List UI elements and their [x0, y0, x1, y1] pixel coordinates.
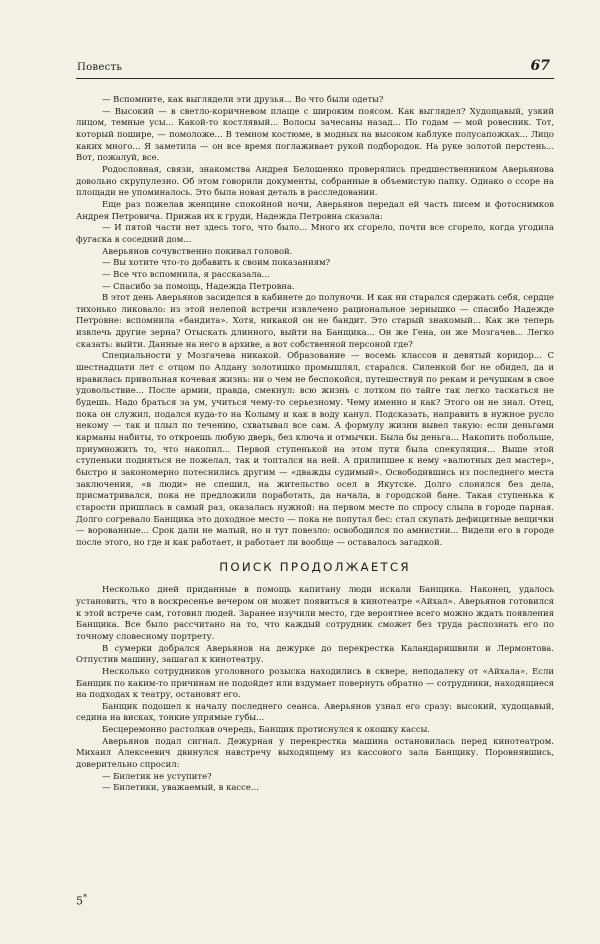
- paragraph: — И пятой части нет здесь того, что было... Много их сгорело, почти все сгорело, когда угодила фугаска в соседний дом...: [76, 222, 554, 244]
- paragraph: Аверьянов сочувственно покивал головой.: [102, 245, 293, 256]
- paragraph: Несколько сотрудников уголовного розыска находились в сквере, неподалеку от «Айхала». Если Банщик по каким-то причинам не подойдет или вздумает повернуть обратно — сотрудники, находящиеся на подходах к театру, остановят его.: [76, 665, 554, 700]
- paragraph: — Высокий — в светло-коричневом плаще с широким поясом. Как выглядел? Худощавый, узкий лицом, темные усы... Какой-то костлявый... Волосы зачесаны назад... По годам — мой ровесник. Тот, который пошире, — помоложе... В темном костюме, в модных на высоком каблуке полусапожках... Лицо каких много... Я заметила — он все время поглаживает рукой подбородок. На руке золотой перстень... Вот, пожалуй, все.: [76, 105, 554, 163]
- paragraph: — Вспомните, как выглядели эти друзья... Во что были одеты?: [102, 94, 384, 104]
- paragraph: Несколько дней приданные в помощь капитану люди искали Банщика. Наконец, удалось установить, что в воскресенье вечером он может появиться в кинотеатре «Айхал». Аверьянов готовился к этой встрече сам, готовил людей. Заранее изучили место, где вероятнее всего можно ждать появления Банщика. Все было рассчитано на то, что каждый сотрудник сможет без труда распознать его по точному словесному портрету.: [76, 584, 554, 641]
- paragraph: Специальности у Мозгачева никакой. Образование — восемь классов и девятый коридор... С шестнадцати лет с отцом по Алдану золотишко промышлял, старался. Силенкой бог не обидел, да и нравилась привольная кочевая жизнь: ни о чем не беспокойся, путешествуй по рекам и речушкам в свое удовольствие... После армии, правда, смекнул: всю жизнь с лотком по тайге так легко таскаться не будешь. Надо браться за ум, учиться чему-то серьезному. Чему именно и как? Этого он не знал. Отец, пока он служил, подался куда-то на Колыму и как в воду канул. Подсказать, направить в нужное русло некому — так и плыл по течению, схватывал все сам. А формулу жизни вывел такую: если деньгами карманы набиты, то откроешь любую дверь, без ключа и отмычки. Была бы деньга... Накопить побольше, приумножить то, что накопил... Первой ступенькой на этом пути была спекуляция... Выше этой ступеньки подняться не пожелал, так и топтался на ней. А прилипшее к нему «валютных дел мастер», быстро и закономерно потеснились другим — «дважды судимый». Освободившись из последнего места заключения, «в люди» не спешил, на жительство осел в Якутске. Долго слонялся без дела, присматривался, пока не предложили поработать, да начала, в городской бане. Такая ступенька к старости пришлась в самый раз, оказалась нужной: на первом месте по спросу слыла в городе парная. Долго согревало Банщика это доходное место — пока не попутал бес: стал скупать дефицитные вещички — ворованные... Срок дали не малый, но и тут повезло: освободился по амнистии... Видели его в городе после этого, но где и как работает, и работает ли вообще — оставалось загадкой.: [76, 350, 554, 547]
- paragraph: Банщик подошел к началу последнего сеанса. Аверьянов узнал его сразу: высокий, худощавый, седина на висках, тонкие упрямые губы...: [76, 700, 554, 723]
- signature-star: *: [83, 893, 87, 902]
- paragraph: Еще раз пожелав женщине спокойной ночи, Аверьянов передал ей часть писем и фотоснимков Андрея Петровича. Прижав их к груди, Надежда Петровна сказала:: [76, 198, 554, 221]
- paragraph: В сумерки добрался Аверьянов на дежурке до перекрестка Каландаришвили и Лермонтова. Отпустив машину, зашагал к кинотеатру.: [76, 642, 554, 665]
- paragraph: Родословная, связи, знакомства Андрея Белошенко проверялись предшественником Аверьянова довольно скрупулезно. Об этом говорили документы, собранные в объемистую папку. Однако о ссоре на площади не упоминалось. Это была новая деталь в расследовании.: [76, 163, 554, 198]
- paragraph: — Спасибо за помощь, Надежда Петровна.: [102, 280, 295, 291]
- section-title: ПОИСК ПРОДОЛЖАЕТСЯ: [219, 559, 411, 574]
- paragraph: Бесцеремонно растолкав очередь, Банщик протиснулся к окошку кассы.: [102, 724, 430, 735]
- running-head: Повесть: [77, 62, 123, 73]
- header-rule: [76, 78, 554, 79]
- paragraph: — Билетики, уважаемый, в кассе...: [102, 782, 259, 793]
- paragraph: Аверьянов подал сигнал. Дежурная у перекрестка машина остановилась перед кинотеатром. Михаил Алексеевич двинулся навстречу выходящему из кассового зала Банщику. Поровнявшись, доверительно спросил:: [76, 735, 554, 770]
- printer-signature-mark: [76, 893, 87, 908]
- signature-number: 5: [76, 894, 83, 908]
- paragraph: — Билетик не уступите?: [102, 770, 212, 781]
- paragraph: — Все что вспомнила, я рассказала...: [102, 268, 270, 279]
- body-text: [76, 94, 554, 794]
- paragraph: В этот день Аверьянов засиделся в кабинете до полуночи. И как ни старался сдержать себя, сердце тихонько ликовало: из этой нелепой встречи извлечено рациональное зернышко — спасибо Надежде Петровне: вспомнила «бандита». Хотя, никакой он не бандит. Это старый знакомый... Как же теперь извлечь другие зерна? Отыскать длинного, выйти на Банщика... Он же Гена, он же Мозгачев... Легко сказать: выйти. Данные на него в архиве, а вот собственной персоной где?: [76, 292, 554, 349]
- paragraph: — Вы хотите что-то добавить к своим показаниям?: [102, 257, 331, 268]
- page-number: 67: [530, 58, 550, 74]
